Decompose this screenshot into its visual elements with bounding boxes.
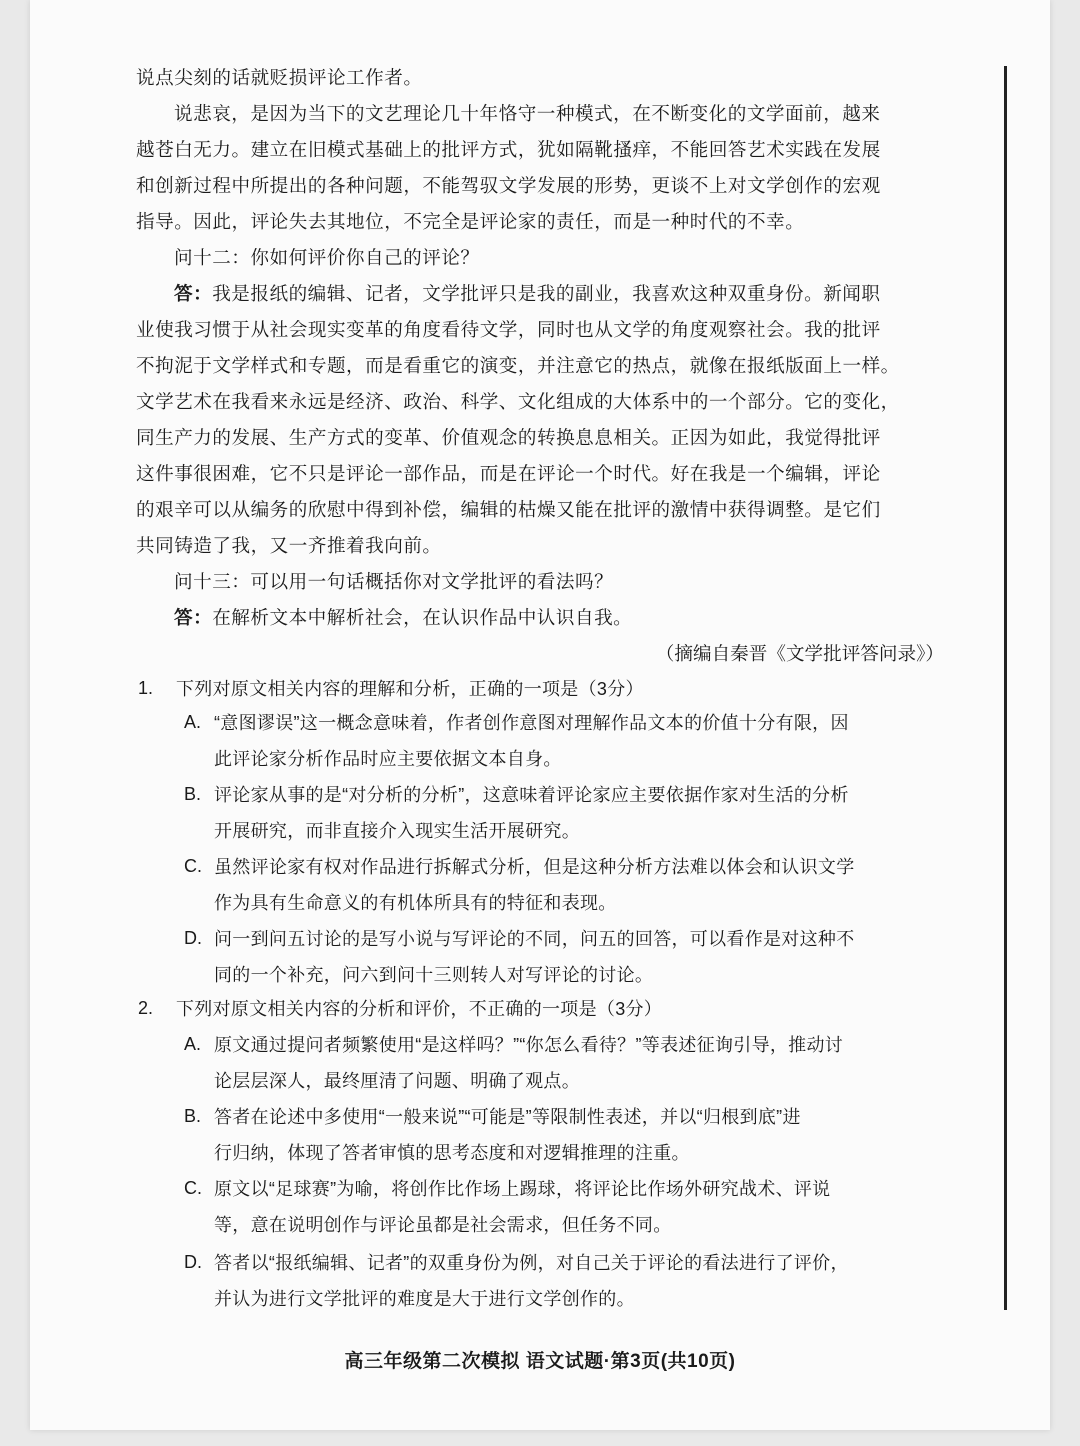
passage-line: 共同铸造了我，又一齐推着我向前。: [136, 536, 442, 557]
option-text: 等，意在说明创作与评论虽都是社会需求，但任务不同。: [214, 1215, 672, 1235]
passage-line: 指导。因此，评论失去其地位，不完全是评论家的责任，而是一种时代的不幸。: [136, 212, 805, 233]
passage-line: 不拘泥于文学样式和专题，而是看重它的演变，并注意它的热点，就像在报纸版面上一样。: [136, 356, 900, 377]
option-label: C.: [184, 1178, 202, 1198]
option-label: B.: [184, 1106, 202, 1126]
option-text: 同的一个补充，问六到问十三则转人对写评论的讨论。: [214, 965, 654, 985]
page-footer: 高三年级第二次模拟 语文试题·第3页(共10页): [344, 1351, 736, 1372]
option-label: A.: [184, 1034, 202, 1054]
passage-line: 业使我习惯于从社会现实变革的角度看待文学，同时也从文学的角度观察社会。我的批评: [136, 320, 881, 341]
answer-13: 在解析文本中解析社会，在认识作品中认识自我。: [212, 608, 633, 629]
option-text: 开展研究，而非直接介入现实生活开展研究。: [214, 821, 580, 841]
option-text: 虽然评论家有权对作品进行拆解式分析，但是这种分析方法难以体会和认识文学: [214, 857, 855, 877]
question-number: 1.: [138, 678, 154, 698]
answer-label: 答：: [174, 284, 213, 305]
passage-line: 文学艺术在我看来永远是经济、政治、科学、文化组成的大体系中的一个部分。它的变化，: [136, 392, 900, 413]
option-text: 问一到问五讨论的是写小说与写评论的不同，问五的回答，可以看作是对这种不: [214, 929, 855, 949]
question-stem: 下列对原文相关内容的分析和评价，不正确的一项是（3分）: [176, 999, 663, 1019]
option-text: “意图谬误”这一概念意味着，作者创作意图对理解作品文本的价值十分有限，因: [214, 713, 849, 733]
option-text: 原文以“足球赛”为喻，将创作比作场上踢球，将评论比作场外研究战术、评说: [214, 1179, 831, 1199]
passage-line: 说点尖刻的话就贬损评论工作者。: [136, 68, 423, 89]
option-label: B.: [184, 784, 202, 804]
option-label: D.: [184, 928, 202, 948]
option-text: 答者以“报纸编辑、记者”的双重身份为例，对自己关于评论的看法进行了评价，: [214, 1253, 849, 1273]
passage-line: 越苍白无力。建立在旧模式基础上的批评方式，犹如隔靴搔痒，不能回答艺术实践在发展: [136, 140, 881, 161]
question-stem: 下列对原文相关内容的理解和分析，正确的一项是（3分）: [176, 679, 644, 699]
question-12: 问十二：你如何评价你自己的评论？: [174, 248, 480, 269]
option-text: 作为具有生命意义的有机体所具有的特征和表现。: [214, 893, 617, 913]
passage-line: 的艰辛可以从编务的欣慰中得到补偿，编辑的枯燥又能在批评的激情中获得调整。是它们: [136, 500, 881, 521]
passage-line: 同生产力的发展、生产方式的变革、价值观念的转换息息相关。正因为如此，我觉得批评: [136, 428, 881, 449]
option-text: 评论家从事的是“对分析的分析”，这意味着评论家应主要依据作家对生活的分析: [214, 785, 849, 805]
option-label: C.: [184, 856, 202, 876]
passage-line: 说悲哀，是因为当下的文艺理论几十年恪守一种模式，在不断变化的文学面前，越来: [174, 104, 881, 125]
passage-line: 和创新过程中所提出的各种问题，不能驾驭文学发展的形势，更谈不上对文学创作的宏观: [136, 176, 881, 197]
option-text: 答者在论述中多使用“一般来说”“可能是”等限制性表述，并以“归根到底”进: [214, 1107, 801, 1127]
option-label: A.: [184, 712, 202, 732]
option-text: 原文通过提问者频繁使用“是这样吗？”“你怎么看待？”等表述征询引导，推动讨: [214, 1035, 844, 1055]
question-number: 2.: [138, 998, 154, 1018]
question-13: 问十三：可以用一句话概括你对文学批评的看法吗？: [174, 572, 614, 593]
option-text: 此评论家分析作品时应主要依据文本自身。: [214, 749, 562, 769]
option-text: 行归纳，体现了答者审慎的思考态度和对逻辑推理的注重。: [214, 1143, 690, 1163]
answer-label: 答：: [174, 608, 213, 629]
passage-line: 这件事很困难，它不只是评论一部作品，而是在评论一个时代。好在我是一个编辑，评论: [136, 464, 881, 485]
option-text: 并认为进行文学批评的难度是大于进行文学创作的。: [214, 1289, 635, 1309]
option-label: D.: [184, 1252, 202, 1272]
page-border-rule: [1004, 66, 1007, 1310]
option-text: 论层层深人，最终厘清了问题、明确了观点。: [214, 1071, 580, 1091]
source-citation: （摘编自秦晋《文学批评答问录》）: [655, 644, 944, 665]
passage-line: 我是报纸的编辑、记者，文学批评只是我的副业，我喜欢这种双重身份。新闻职: [212, 284, 881, 305]
